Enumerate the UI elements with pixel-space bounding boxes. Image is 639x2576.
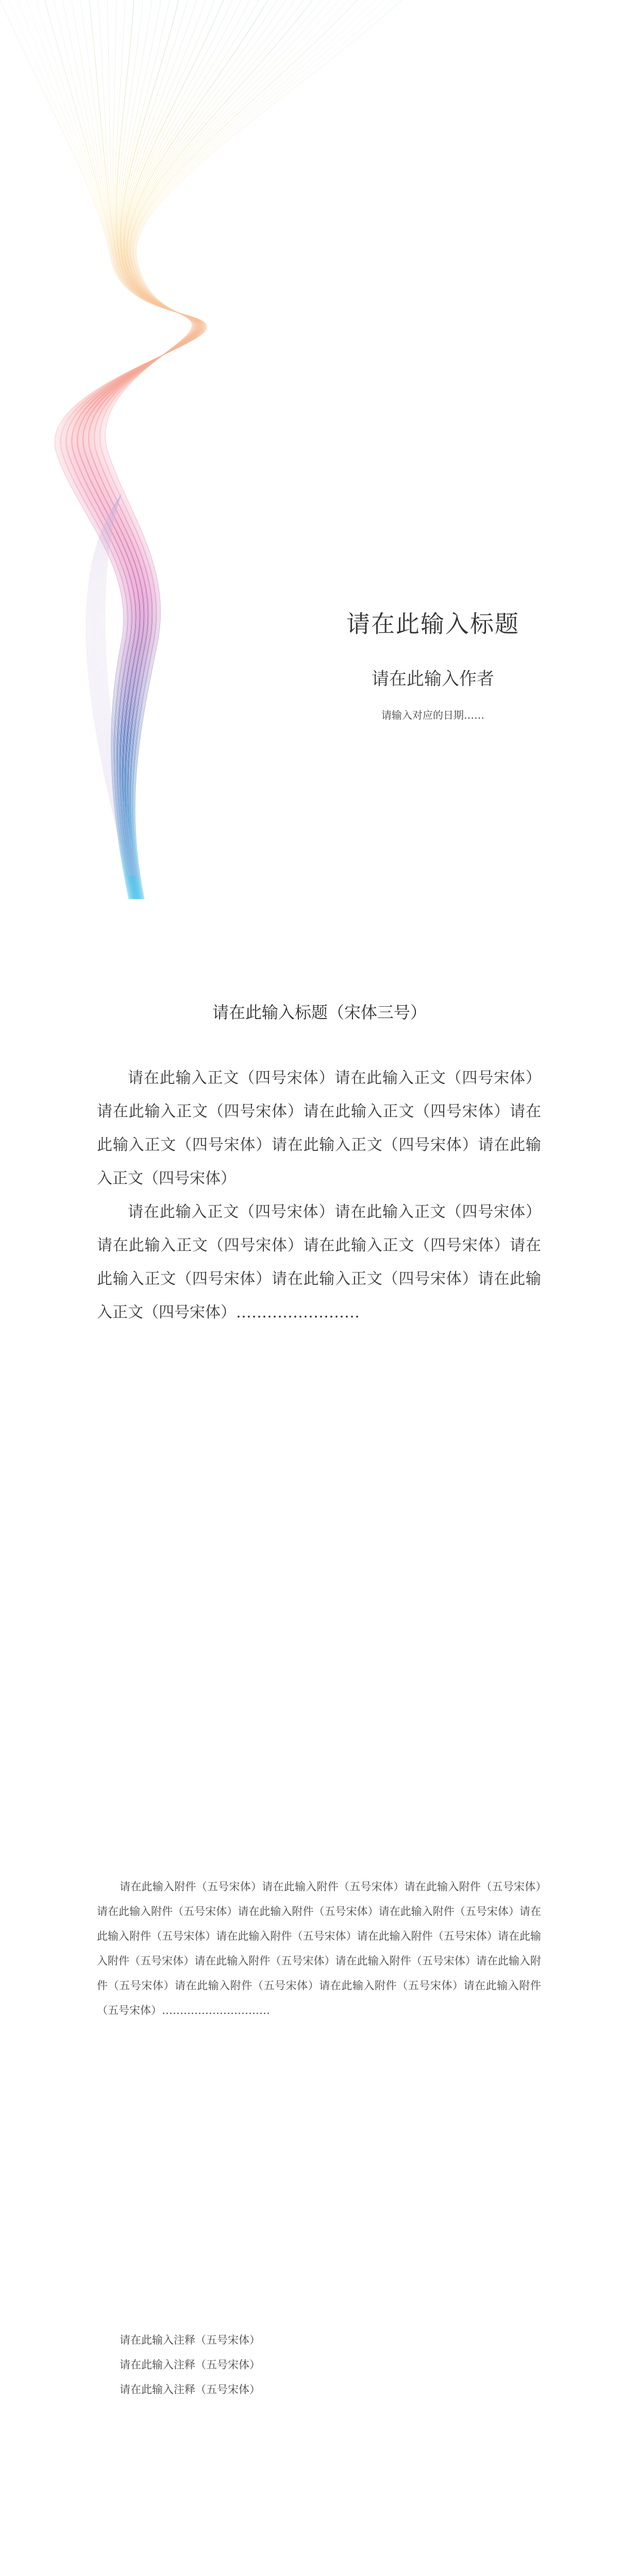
cover-page — [0, 0, 639, 907]
section-title[interactable]: 请在此输入标题（宋体三号） — [212, 1003, 427, 1022]
body-paragraph[interactable]: 请在此输入正文（四号宋体）请在此输入正文（四号宋体）请在此输入正文（四号宋体）请在此输入正文（四号宋体）请在此输入正文（四号宋体）请在此输入正文（四号宋体）请在此输入正文（四号宋体） — [97, 1069, 541, 1188]
appendix-text — [97, 1874, 541, 2023]
ribbon-strand — [84, 0, 232, 899]
cover-title[interactable]: 请在此输入标题 — [346, 610, 519, 638]
decorative-ribbon-graphic — [0, 0, 639, 907]
ribbon-strand — [69, 0, 203, 899]
note-item[interactable]: 请在此输入注释（五号宋体） — [120, 2383, 260, 2396]
cover-date[interactable]: 请输入对应的日期…… — [381, 709, 484, 721]
appendix-paragraph[interactable]: 请在此输入附件（五号宋体）请在此输入附件（五号宋体）请在此输入附件（五号宋体）请在此输入附件（五号宋体）请在此输入附件（五号宋体）请在此输入附件（五号宋体）请在此输入附件（五号宋体）请在此输入附件（五号宋体）请在此输入附件（五号宋体）请在此输入附件（五号宋体）请在此输入附件（五号宋体）请在此输入附件（五号宋体）请在此输入附件（五号宋体）请在此输入附件（五号宋体）请在此输入附件（五号宋体）请在此输入附件（五号宋体）………………………… — [97, 1880, 541, 2016]
notes-list — [120, 2328, 480, 2402]
ribbon-strand — [99, 0, 357, 899]
ribbon-strand — [76, 0, 200, 899]
note-item[interactable]: 请在此输入注释（五号宋体） — [120, 2359, 260, 2371]
ribbon-strand — [74, 0, 201, 899]
ribbon-strand — [103, 0, 384, 899]
ribbon-strand — [81, 0, 206, 899]
ribbon-strand — [87, 0, 250, 899]
note-item[interactable]: 请在此输入注释（五号宋体） — [120, 2334, 260, 2346]
cover-author[interactable]: 请在此输入作者 — [372, 669, 494, 689]
ribbon-strand — [105, 0, 402, 899]
body-text — [97, 1061, 541, 1329]
body-paragraph[interactable]: 请在此输入正文（四号宋体）请在此输入正文（四号宋体）请在此输入正文（四号宋体）请在此输入正文（四号宋体）请在此输入正文（四号宋体）请在此输入正文（四号宋体）请在此输入正文（四号宋体）…………………… — [97, 1203, 541, 1321]
ribbon-strand — [75, 0, 201, 899]
ribbon-strand — [102, 0, 375, 899]
